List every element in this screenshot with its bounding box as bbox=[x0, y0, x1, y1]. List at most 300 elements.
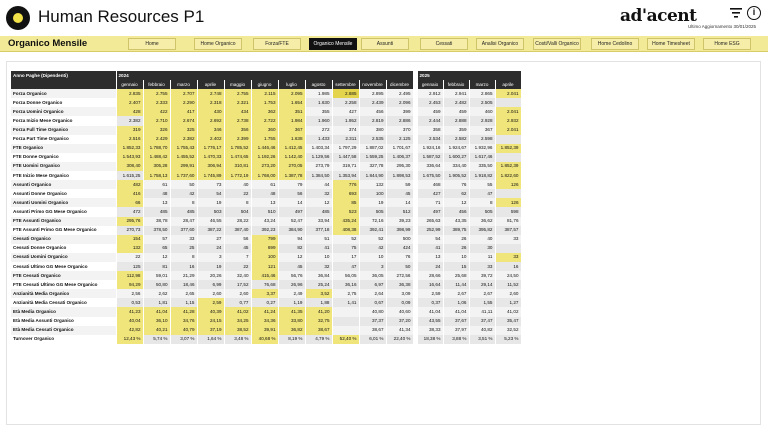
table-cell: 2,75 bbox=[332, 289, 359, 298]
table-cell: 468 bbox=[417, 180, 443, 189]
table-cell: 28,66 bbox=[417, 271, 443, 280]
table-cell: 81,76 bbox=[495, 217, 521, 226]
table-cell: 1,27 bbox=[495, 298, 521, 307]
table-cell: 377,60 bbox=[170, 226, 197, 235]
table-cell: 8 bbox=[170, 198, 197, 207]
table-cell: 41,02 bbox=[224, 307, 251, 316]
table-cell: 2.444 bbox=[417, 116, 443, 125]
table-cell: 94,29 bbox=[116, 280, 143, 289]
table-cell: 472 bbox=[116, 207, 143, 216]
table-cell: 36,62 bbox=[469, 217, 495, 226]
table-cell: 2.095 bbox=[278, 89, 305, 98]
table-cell: 50 bbox=[170, 180, 197, 189]
table-cell: 4,79 % bbox=[305, 335, 332, 344]
table-cell: 1.446,46 bbox=[251, 144, 278, 153]
month-header: novembre bbox=[359, 80, 386, 89]
table-cell: 11 bbox=[469, 253, 495, 262]
table-cell: 387,40 bbox=[224, 226, 251, 235]
table-cell: 1.470,33 bbox=[197, 153, 224, 162]
table-cell: 336,64 bbox=[417, 162, 443, 171]
table-cell: 56 bbox=[224, 235, 251, 244]
table-cell: 326 bbox=[143, 126, 170, 135]
table-cell: 1.753 bbox=[251, 98, 278, 107]
table-cell: 435,24 bbox=[332, 217, 359, 226]
table-cell: 2.835 bbox=[116, 89, 143, 98]
table-cell: 1.905,52 bbox=[443, 171, 469, 180]
table-cell: 81 bbox=[143, 262, 170, 271]
table-cell: 25 bbox=[170, 244, 197, 253]
row-label: FTE Cessati Ultimo GG Mese Organico bbox=[11, 280, 116, 289]
table-cell: 3,09 bbox=[386, 289, 413, 298]
table-cell: 2,60 bbox=[495, 289, 521, 298]
row-label: Cessati Donne Organico bbox=[11, 244, 116, 253]
table-cell: 37,20 bbox=[386, 317, 413, 326]
table-cell: 14 bbox=[386, 198, 413, 207]
table-cell: 346 bbox=[197, 126, 224, 135]
table-cell: 79 bbox=[278, 180, 305, 189]
page-title: Organico Mensile bbox=[8, 38, 88, 49]
table-cell: 41,28 bbox=[170, 307, 197, 316]
table-cell: 510 bbox=[251, 207, 278, 216]
table-row bbox=[11, 189, 521, 198]
table-cell: 5,23 % bbox=[495, 335, 521, 344]
table-cell: 22,40 % bbox=[386, 335, 413, 344]
table-cell: 85 bbox=[332, 198, 359, 207]
table-cell: 13 bbox=[417, 253, 443, 262]
table-cell: 272,56 bbox=[386, 271, 413, 280]
month-header: gennaio bbox=[417, 80, 443, 89]
table-row bbox=[11, 107, 521, 116]
table-cell: 497 bbox=[278, 207, 305, 216]
table-cell: 26 bbox=[443, 244, 469, 253]
nav-button-home[interactable]: Home bbox=[128, 38, 176, 50]
table-cell: 33 bbox=[495, 253, 521, 262]
table-cell: 41 bbox=[417, 244, 443, 253]
table-cell: 2.318 bbox=[197, 98, 224, 107]
nav-button-cessati[interactable]: Cessati bbox=[420, 38, 468, 50]
table-row bbox=[11, 162, 521, 171]
table-cell: 1.960 bbox=[305, 116, 332, 125]
table-cell: 38,33 bbox=[417, 326, 443, 335]
table-cell: 40,21 bbox=[143, 326, 170, 335]
table-cell: 2,59 bbox=[197, 298, 224, 307]
table-row bbox=[11, 235, 521, 244]
table-cell: 2,65 bbox=[170, 289, 197, 298]
table-cell: 1,41 bbox=[332, 298, 359, 307]
table-cell: 24,50 bbox=[495, 271, 521, 280]
table-cell: 28,47 bbox=[170, 217, 197, 226]
table-cell: 8 bbox=[469, 198, 495, 207]
table-cell: 3 bbox=[359, 262, 386, 271]
table-cell: 2.115 bbox=[251, 89, 278, 98]
table-cell: 52,40 % bbox=[332, 335, 359, 344]
table-cell: 82 bbox=[278, 244, 305, 253]
table-cell: 48 bbox=[143, 189, 170, 198]
month-header: aprile bbox=[495, 80, 521, 89]
table-cell: 65 bbox=[143, 244, 170, 253]
table-cell: 46,55 bbox=[197, 217, 224, 226]
row-label: FTE Assunti Organico bbox=[11, 217, 116, 226]
table-cell: 505 bbox=[469, 207, 495, 216]
table-cell: 482 bbox=[116, 180, 143, 189]
table-row bbox=[11, 307, 521, 316]
table-cell: 41,11 bbox=[469, 307, 495, 316]
brand-logo: ad'acent bbox=[620, 6, 697, 26]
table-cell: 252,99 bbox=[417, 226, 443, 235]
table-cell: 358 bbox=[417, 126, 443, 135]
table-cell: 387,57 bbox=[495, 226, 521, 235]
table-cell: 126 bbox=[495, 180, 521, 189]
table-cell: 1.985 bbox=[305, 89, 332, 98]
table-cell: 598 bbox=[495, 207, 521, 216]
table-cell: 2,64 bbox=[359, 289, 386, 298]
table-cell: 2.674 bbox=[170, 116, 197, 125]
table-row bbox=[11, 298, 521, 307]
table-row bbox=[11, 135, 521, 144]
table-cell: 8 bbox=[170, 253, 197, 262]
table-cell: 2.382 bbox=[170, 135, 197, 144]
table-cell: 40,04 bbox=[116, 317, 143, 326]
row-label: Assunti Uomini Organico bbox=[11, 198, 116, 207]
table-cell: 1,15 bbox=[170, 298, 197, 307]
table-cell: 40 bbox=[224, 180, 251, 189]
table-cell: 34,76 bbox=[170, 317, 197, 326]
table-cell: 126 bbox=[495, 198, 521, 207]
table-cell: 325 bbox=[170, 126, 197, 135]
table-cell: 100 bbox=[359, 189, 386, 198]
table-cell: 430 bbox=[197, 107, 224, 116]
table-cell: 56 bbox=[278, 189, 305, 198]
table-cell: 306,94 bbox=[197, 162, 224, 171]
table-cell: 17 bbox=[332, 253, 359, 262]
table-cell: 36,05 bbox=[359, 271, 386, 280]
table-cell: 51 bbox=[305, 235, 332, 244]
table-cell: 15 bbox=[443, 262, 469, 271]
table-cell: 500 bbox=[386, 235, 413, 244]
table-cell: 39,72 bbox=[469, 271, 495, 280]
table-cell: 13 bbox=[251, 198, 278, 207]
month-header: gennaio bbox=[116, 80, 143, 89]
table-cell: 1.844,90 bbox=[359, 171, 386, 180]
row-label: Cessati Organico bbox=[11, 235, 116, 244]
table-cell: 2,49 bbox=[278, 289, 305, 298]
table-cell: 270,73 bbox=[116, 226, 143, 235]
table-cell: 16,64 bbox=[417, 280, 443, 289]
table-cell: 2.439 bbox=[359, 98, 386, 107]
table-cell: 1.433 bbox=[305, 135, 332, 144]
table-cell: 2,59 bbox=[417, 289, 443, 298]
organico-table bbox=[11, 71, 522, 344]
info-icon[interactable]: i bbox=[747, 6, 761, 20]
table-cell: 2.041 bbox=[495, 107, 521, 116]
table-cell: 100 bbox=[251, 253, 278, 262]
row-label: Cessati Uomini Organico bbox=[11, 253, 116, 262]
table-cell: 30 bbox=[469, 244, 495, 253]
table-cell: 1.924,67 bbox=[443, 144, 469, 153]
table-row bbox=[11, 98, 521, 107]
table-cell: 1.785,52 bbox=[224, 144, 251, 153]
table-cell: 335,50 bbox=[469, 162, 495, 171]
table-cell: 327,78 bbox=[359, 162, 386, 171]
table-cell: 52 bbox=[332, 235, 359, 244]
table-cell: 395,82 bbox=[469, 226, 495, 235]
table-cell: 48 bbox=[251, 189, 278, 198]
table-cell: 2.125 bbox=[386, 135, 413, 144]
table-cell: 273,79 bbox=[305, 162, 332, 171]
table-cell: 13 bbox=[143, 198, 170, 207]
table-cell: 2.258 bbox=[332, 98, 359, 107]
table-cell: 132 bbox=[116, 244, 143, 253]
table-row bbox=[11, 198, 521, 207]
table-cell: 43,24 bbox=[251, 217, 278, 226]
table-cell: 1,64 % bbox=[197, 335, 224, 344]
row-label: Forza Uomini Organico bbox=[11, 107, 116, 116]
table-cell: 459 bbox=[417, 107, 443, 116]
table-cell: 37,67 bbox=[443, 317, 469, 326]
table-cell: 2.402 bbox=[197, 135, 224, 144]
nav-button-home-organico[interactable]: Home Organico bbox=[194, 38, 242, 50]
table-cell: 1.474,65 bbox=[224, 153, 251, 162]
month-header: luglio bbox=[278, 80, 305, 89]
table-cell: 299,91 bbox=[170, 162, 197, 171]
table-cell: 39,23 bbox=[386, 217, 413, 226]
table-cell: 1.192,26 bbox=[251, 153, 278, 162]
table-row bbox=[11, 317, 521, 326]
table-cell: 10 bbox=[443, 253, 469, 262]
table-cell: 42,82 bbox=[116, 326, 143, 335]
table-cell bbox=[495, 135, 521, 144]
table-cell: 50,80 bbox=[143, 280, 170, 289]
table-cell: 47 bbox=[469, 189, 495, 198]
table-row bbox=[11, 262, 521, 271]
table-cell: 1.559,25 bbox=[359, 153, 386, 162]
table-cell: 2.429 bbox=[143, 135, 170, 144]
table-cell: 503 bbox=[197, 207, 224, 216]
table-cell: 12 bbox=[305, 198, 332, 207]
table-cell bbox=[332, 317, 359, 326]
table-row bbox=[11, 180, 521, 189]
table-body bbox=[11, 89, 521, 344]
table-cell: 2.495 bbox=[386, 89, 413, 98]
table-cell: 12 bbox=[443, 198, 469, 207]
row-label: Forza Inizio Mese Organico bbox=[11, 116, 116, 125]
table-cell: 1.984 bbox=[278, 116, 305, 125]
table-cell: 2.895 bbox=[359, 89, 386, 98]
table-cell: 41,04 bbox=[417, 307, 443, 316]
table-cell: 2.516 bbox=[116, 135, 143, 144]
table-cell: 505 bbox=[359, 207, 386, 216]
table-cell: 1.737,60 bbox=[170, 171, 197, 180]
table-cell: 16 bbox=[495, 262, 521, 271]
table-cell: 374 bbox=[332, 126, 359, 135]
table-cell: 40,82 bbox=[469, 326, 495, 335]
table-cell: 360 bbox=[251, 126, 278, 135]
table-cell: 40,80 bbox=[359, 307, 386, 316]
table-cell: 699 bbox=[251, 244, 278, 253]
year-label-2024: 2024 bbox=[116, 71, 413, 80]
month-header-row bbox=[11, 80, 521, 89]
row-label: Età Media Assunti Organico bbox=[11, 317, 116, 326]
table-cell: 24 bbox=[197, 244, 224, 253]
table-cell: 33,94 bbox=[305, 217, 332, 226]
table-cell: 112,98 bbox=[116, 271, 143, 280]
nav-button-home-timesheet[interactable]: Home Timesheet bbox=[647, 38, 695, 50]
table-cell: 1.615,25 bbox=[116, 171, 143, 180]
table-cell: 1.353,94 bbox=[332, 171, 359, 180]
table-cell: 367 bbox=[278, 126, 305, 135]
table-cell: 0,67 bbox=[359, 298, 386, 307]
table-cell: 56,05 bbox=[332, 271, 359, 280]
row-label: Assunti Organico bbox=[11, 180, 116, 189]
table-cell: 1.384,50 bbox=[305, 171, 332, 180]
table-cell: 424 bbox=[386, 244, 413, 253]
row-label: Forza Organico bbox=[11, 89, 116, 98]
table-cell: 20,26 bbox=[197, 271, 224, 280]
year-label-2025: 2025 bbox=[417, 71, 521, 80]
nav-button-home-esg[interactable]: Home ESG bbox=[703, 38, 751, 50]
table-cell: 389,75 bbox=[443, 226, 469, 235]
table-cell: 11,44 bbox=[443, 280, 469, 289]
table-cell: 22 bbox=[224, 262, 251, 271]
table-cell: 2.865 bbox=[469, 89, 495, 98]
table-cell: 2.096 bbox=[386, 98, 413, 107]
table-row bbox=[11, 126, 521, 135]
table-cell: 1.898,53 bbox=[386, 171, 413, 180]
app-logo bbox=[6, 6, 30, 30]
table-cell: 0,53 bbox=[116, 298, 143, 307]
table-cell: 2.941 bbox=[443, 89, 469, 98]
table-cell: 2.748 bbox=[197, 89, 224, 98]
table-cell: 0,09 bbox=[386, 298, 413, 307]
table-cell: 2.886 bbox=[386, 116, 413, 125]
table-cell: 1.918,82 bbox=[469, 171, 495, 180]
table-cell: 37,97 bbox=[443, 326, 469, 335]
table-cell: 295,30 bbox=[386, 162, 413, 171]
table-cell: 1.758,13 bbox=[143, 171, 170, 180]
table-cell: 45 bbox=[224, 244, 251, 253]
nav-button-organico-mensile[interactable]: Organico Mensile bbox=[309, 38, 357, 50]
table-cell: 52 bbox=[359, 235, 386, 244]
nav-button-assunti[interactable]: Assunti bbox=[361, 38, 409, 50]
row-label: Cessati Ultimo GG Mese Organico bbox=[11, 262, 116, 271]
table-cell: 66 bbox=[116, 198, 143, 207]
table-cell: 121 bbox=[251, 262, 278, 271]
nav-button-costi-organico[interactable]: Costi/Valli Organico bbox=[533, 38, 581, 50]
table-cell: 2.928 bbox=[469, 116, 495, 125]
table-cell: 1.788,70 bbox=[143, 144, 170, 153]
table-cell: 2.482 bbox=[443, 98, 469, 107]
table-cell: 94 bbox=[278, 235, 305, 244]
filter-icon[interactable] bbox=[729, 6, 743, 20]
table-cell: 485 bbox=[143, 207, 170, 216]
table-cell bbox=[495, 153, 521, 162]
table-cell: 2.912 bbox=[417, 89, 443, 98]
table-cell: 0,77 bbox=[224, 298, 251, 307]
nav-button-analisi-organico[interactable]: Analisi Organico bbox=[476, 38, 524, 50]
table-cell: 72,16 bbox=[359, 217, 386, 226]
table-cell: 270,05 bbox=[278, 162, 305, 171]
table-cell: 73 bbox=[197, 180, 224, 189]
table-cell: 40 bbox=[469, 235, 495, 244]
table-cell: 1.447,58 bbox=[332, 153, 359, 162]
table-cell: 3,48 % bbox=[224, 335, 251, 344]
table-cell: 2.755 bbox=[143, 89, 170, 98]
table-cell: 22 bbox=[116, 253, 143, 262]
table-cell: 19 bbox=[197, 198, 224, 207]
table-cell: 2.710 bbox=[143, 116, 170, 125]
table-cell: 18,46 bbox=[170, 280, 197, 289]
table-cell: 2.399 bbox=[224, 135, 251, 144]
table-cell: 427 bbox=[332, 107, 359, 116]
table-cell: 2.535 bbox=[359, 135, 386, 144]
table-cell: 1.654 bbox=[278, 98, 305, 107]
table-cell: 2.041 bbox=[495, 89, 521, 98]
table-cell: 310,81 bbox=[224, 162, 251, 171]
table-cell: 33 bbox=[495, 235, 521, 244]
table-cell: 392,41 bbox=[359, 226, 386, 235]
table-cell: 0,27 bbox=[251, 298, 278, 307]
table-cell bbox=[495, 189, 521, 198]
month-header: febbraio bbox=[143, 80, 170, 89]
table-cell: 1.952 bbox=[332, 116, 359, 125]
table-cell: 25,24 bbox=[305, 280, 332, 289]
table-cell: 6,99 bbox=[197, 280, 224, 289]
table-cell: 2.819 bbox=[359, 116, 386, 125]
table-cell: 2.407 bbox=[116, 98, 143, 107]
table-row bbox=[11, 89, 521, 98]
nav-button-forza-fte[interactable]: Forza/FTE bbox=[253, 38, 301, 50]
table-cell: 29,14 bbox=[469, 280, 495, 289]
table-cell: 7 bbox=[224, 253, 251, 262]
table-cell: 1.675,50 bbox=[417, 171, 443, 180]
table-cell: 2.505 bbox=[469, 98, 495, 107]
table-cell: 415,46 bbox=[251, 271, 278, 280]
table-cell: 456 bbox=[443, 207, 469, 216]
table-cell: 2.582 bbox=[443, 135, 469, 144]
table-row bbox=[11, 280, 521, 289]
table-cell: 2.755 bbox=[224, 89, 251, 98]
table-cell: 38,67 bbox=[359, 326, 386, 335]
table-cell bbox=[332, 326, 359, 335]
table-cell: 272 bbox=[305, 126, 332, 135]
table-cell: 334,40 bbox=[443, 162, 469, 171]
table-cell: 16 bbox=[170, 262, 197, 271]
table-cell: 485 bbox=[170, 207, 197, 216]
table-cell: 378,50 bbox=[143, 226, 170, 235]
table-cell: 1,88 bbox=[305, 298, 332, 307]
table-cell: 39,91 bbox=[251, 326, 278, 335]
table-cell: 55 bbox=[469, 180, 495, 189]
corner-label: Anno Paghe (Dipendenti) bbox=[11, 71, 116, 80]
table-cell: 42 bbox=[170, 189, 197, 198]
nav-button-home-cedolino[interactable]: Home Cedolino bbox=[591, 38, 639, 50]
table-cell: 1.403,34 bbox=[305, 144, 332, 153]
table-cell: 434 bbox=[224, 107, 251, 116]
row-label: Forza Full Time Organico bbox=[11, 126, 116, 135]
table-cell: 1.755 bbox=[251, 135, 278, 144]
table-cell: 36,16 bbox=[332, 280, 359, 289]
table-cell: 24,15 bbox=[197, 317, 224, 326]
table-cell: 36,82 bbox=[278, 326, 305, 335]
table-row bbox=[11, 116, 521, 125]
table-cell: 355 bbox=[305, 107, 332, 116]
table-cell: 26 bbox=[443, 235, 469, 244]
table-cell: 1.701,67 bbox=[386, 144, 413, 153]
table-cell: 693 bbox=[332, 189, 359, 198]
table-cell: 41,35 bbox=[278, 307, 305, 316]
table-cell: 3,88 % bbox=[443, 335, 469, 344]
table-cell: 8,19 % bbox=[278, 335, 305, 344]
